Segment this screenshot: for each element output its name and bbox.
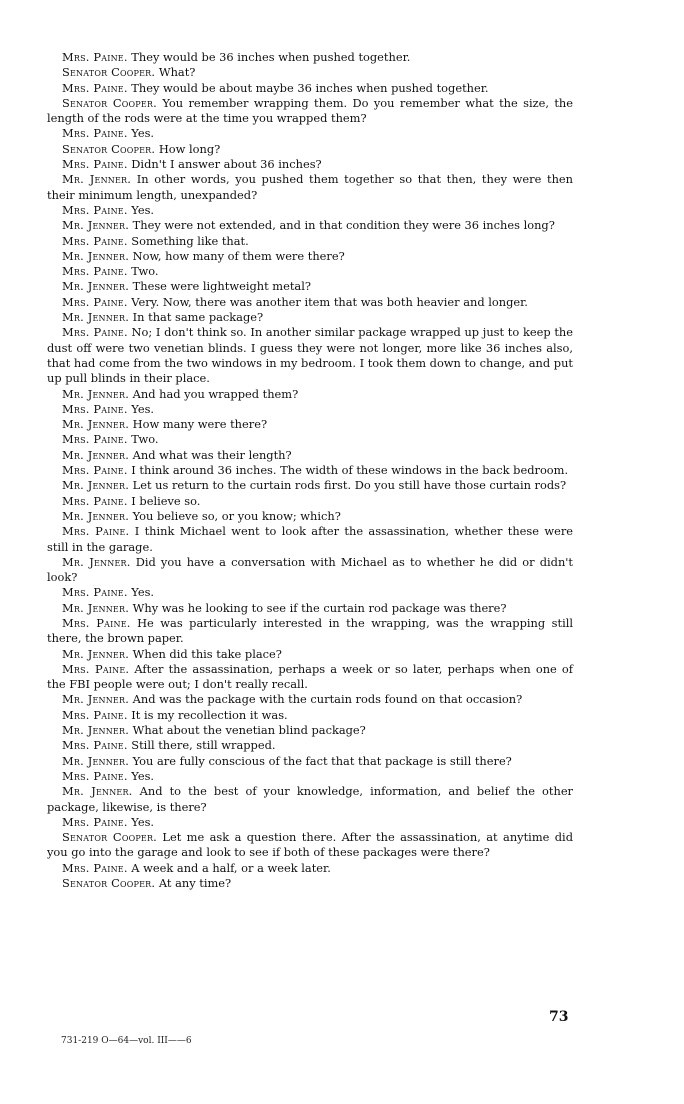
speaker-name: Mrs. Paine. [62, 432, 128, 447]
transcript-paragraph [47, 555, 573, 586]
speech-text: Something like that. [131, 233, 249, 248]
transcript-paragraph [47, 585, 573, 600]
transcript-paragraph [47, 142, 573, 157]
speech-text: Did you have a conversation with Michael as to whether he did or didn't look? [47, 554, 573, 585]
speaker-name: Mrs. Paine. [62, 615, 131, 630]
speech-text: Now, how many of them were there? [132, 248, 345, 263]
speech-text: How many were there? [132, 417, 268, 432]
speech-text: They were not extended, and in that condition they were 36 inches long? [132, 218, 555, 233]
speech-text: You remember wrapping them. Do you remember what the size, the length of the rods were at the time you wrapped them? [47, 95, 573, 126]
transcript-paragraph [47, 295, 573, 310]
transcript-paragraph [47, 662, 573, 693]
speaker-name: Mr. Jenner. [62, 508, 130, 523]
speaker-name: Mrs. Paine. [62, 325, 128, 340]
speaker-name: Mrs. Paine. [62, 202, 128, 217]
transcript-paragraph [47, 509, 573, 524]
speech-text: And had you wrapped them? [132, 386, 299, 401]
transcript-paragraph [47, 249, 573, 264]
speaker-name: Senator Cooper. [62, 830, 157, 845]
speech-text: And to the best of your knowledge, information, and belief the other package, likewise, is there? [47, 784, 574, 814]
speaker-name: Mr. Jenner. [62, 723, 130, 738]
speaker-name: Mr. Jenner. [62, 218, 130, 233]
transcript-paragraph [47, 708, 573, 723]
speaker-name: Mr. Jenner. [62, 172, 132, 187]
transcript-paragraph [47, 830, 573, 861]
speaker-name: Mr. Jenner. [62, 386, 130, 401]
transcript-paragraph [47, 601, 573, 616]
transcript-paragraph [47, 50, 573, 65]
speech-text: Two. [131, 432, 159, 447]
page-number: 73 [549, 1009, 569, 1025]
speech-text: In that same package? [132, 310, 264, 325]
speech-text: Still there, still wrapped. [131, 738, 276, 753]
transcript-paragraph [47, 81, 573, 96]
speech-text: It is my recollection it was. [131, 707, 288, 722]
speech-text: These were lightweight metal? [132, 279, 311, 294]
transcript-paragraph [47, 96, 573, 127]
speaker-name: Mrs. Paine. [62, 707, 128, 722]
speaker-name: Mr. Jenner. [62, 248, 130, 263]
speaker-name: Senator Cooper. [62, 141, 156, 156]
speaker-name: Mr. Jenner. [62, 692, 130, 707]
speaker-name: Mrs. Paine. [62, 233, 128, 248]
transcript-paragraph [47, 325, 573, 386]
transcript-paragraph [47, 203, 573, 218]
speaker-name: Mrs. Paine. [62, 264, 128, 279]
speech-text: What about the venetian blind package? [132, 723, 366, 738]
transcript-paragraph [47, 692, 573, 707]
speech-text: Yes. [131, 768, 155, 783]
transcript-paragraph [47, 738, 573, 753]
speaker-name: Mrs. Paine. [62, 463, 128, 478]
speech-text: And was the package with the curtain rods found on that occasion? [132, 692, 523, 707]
transcript-paragraph [47, 387, 573, 402]
transcript-paragraph [47, 876, 573, 891]
speaker-name: Mr. Jenner. [62, 447, 130, 462]
transcript-paragraph [47, 432, 573, 447]
speaker-name: Mrs. Paine. [62, 814, 128, 829]
transcript-paragraph [47, 264, 573, 279]
speaker-name: Mrs. Paine. [62, 585, 128, 600]
speech-text: And what was their length? [132, 447, 292, 462]
transcript-paragraph [47, 279, 573, 294]
speech-text: When did this take place? [132, 646, 282, 661]
transcript-paragraph [47, 769, 573, 784]
transcript-paragraph [47, 218, 573, 233]
speaker-name: Mrs. Paine. [62, 80, 128, 95]
speaker-name: Mr. Jenner. [62, 310, 130, 325]
speaker-name: Mr. Jenner. [62, 646, 130, 661]
speech-text: Yes. [131, 126, 155, 141]
speaker-name: Mrs. Paine. [62, 401, 128, 416]
speech-text: Two. [131, 264, 159, 279]
transcript-paragraph [47, 723, 573, 738]
speech-text: I think around 36 inches. The width of these windows in the back bedroom. [131, 463, 569, 478]
transcript-paragraph [47, 647, 573, 662]
transcript-paragraph [47, 126, 573, 141]
transcript-paragraph [47, 402, 573, 417]
speaker-name: Mr. Jenner. [62, 600, 130, 615]
speech-text: Didn't I answer about 36 inches? [131, 157, 322, 172]
transcript-paragraph [47, 524, 573, 555]
speech-text: Yes. [131, 585, 155, 600]
transcript-paragraph [47, 815, 573, 830]
speech-text: Let us return to the curtain rods first. Do you still have those curtain rods? [132, 478, 567, 493]
transcript-paragraph [47, 494, 573, 509]
speech-text: I think Michael went to look after the assassination, whether these were still in the garage. [47, 524, 574, 554]
transcript-paragraph [47, 157, 573, 172]
speaker-name: Mrs. Paine. [62, 294, 128, 309]
speech-text: What? [158, 65, 196, 80]
speaker-name: Mr. Jenner. [62, 279, 130, 294]
speech-text: Let me ask a question there. After the assassination, at anytime did you go into the garage and look to see if both of these packages were there? [47, 830, 573, 860]
transcript-paragraph [47, 478, 573, 493]
transcript-paragraph [47, 65, 573, 80]
speech-text: At any time? [158, 876, 232, 891]
speech-text: A week and a half, or a week later. [131, 860, 331, 875]
speaker-name: Mrs. Paine. [62, 768, 128, 783]
speech-text: Yes. [131, 401, 155, 416]
speech-text: How long? [158, 141, 221, 156]
speech-text: He was particularly interested in the wrapping, was the wrapping still there, the brown paper. [47, 615, 573, 646]
speaker-name: Mrs. Paine. [62, 157, 128, 172]
speaker-name: Mr. Jenner. [62, 417, 130, 432]
transcript-paragraph [47, 861, 573, 876]
speaker-name: Mr. Jenner. [62, 478, 130, 493]
speaker-name: Mr. Jenner. [62, 554, 131, 569]
transcript-paragraph [47, 784, 573, 815]
transcript-paragraph [47, 172, 573, 203]
speech-text: They would be about maybe 36 inches when pushed together. [131, 80, 489, 95]
speech-text: Very. Now, there was another item that was both heavier and longer. [131, 294, 528, 309]
speaker-name: Senator Cooper. [62, 876, 156, 891]
print-code: 731-219 O—64—vol. III——6 [61, 1036, 192, 1046]
speaker-name: Mrs. Paine. [62, 50, 128, 64]
transcript-paragraph [47, 754, 573, 769]
transcript-paragraph [47, 310, 573, 325]
speech-text: I believe so. [131, 493, 201, 508]
speech-text: Yes. [131, 814, 155, 829]
speech-text: No; I don't think so. In another similar package wrapped up just to keep the dust off were two venetian blinds. I guess they were not longer, more like 36 inches also, that had come from the two windows in my bedroom. I took them down to change, and put up pull blinds in their place. [47, 325, 574, 386]
speech-text: They would be 36 inches when pushed together. [131, 50, 411, 64]
speaker-name: Mrs. Paine. [62, 493, 128, 508]
transcript-paragraph [47, 616, 573, 647]
speaker-name: Mr. Jenner. [62, 784, 133, 799]
transcript-paragraph [47, 234, 573, 249]
speaker-name: Mr. Jenner. [62, 753, 130, 768]
speaker-name: Mrs. Paine. [62, 860, 128, 875]
transcript-body [47, 50, 573, 891]
speaker-name: Mrs. Paine. [62, 126, 128, 141]
speaker-name: Mrs. Paine. [62, 738, 128, 753]
speech-text: You believe so, or you know; which? [132, 508, 341, 523]
transcript-paragraph [47, 463, 573, 478]
transcript-paragraph [47, 417, 573, 432]
speaker-name: Mrs. Paine. [62, 661, 130, 676]
speech-text: After the assassination, perhaps a week or so later, perhaps when one of the FBI people were out; I don't really recall. [47, 661, 574, 692]
speaker-name: Mrs. Paine. [62, 524, 130, 539]
speech-text: In other words, you pushed them together so that then, they were then their minimum length, unexpanded? [47, 172, 573, 202]
speech-text: You are fully conscious of the fact that that package is still there? [132, 753, 512, 768]
transcript-paragraph [47, 448, 573, 463]
speech-text: Yes. [131, 202, 155, 217]
speaker-name: Senator Cooper. [62, 65, 156, 80]
speaker-name: Senator Cooper. [62, 95, 157, 110]
speech-text: Why was he looking to see if the curtain rod package was there? [132, 600, 507, 615]
